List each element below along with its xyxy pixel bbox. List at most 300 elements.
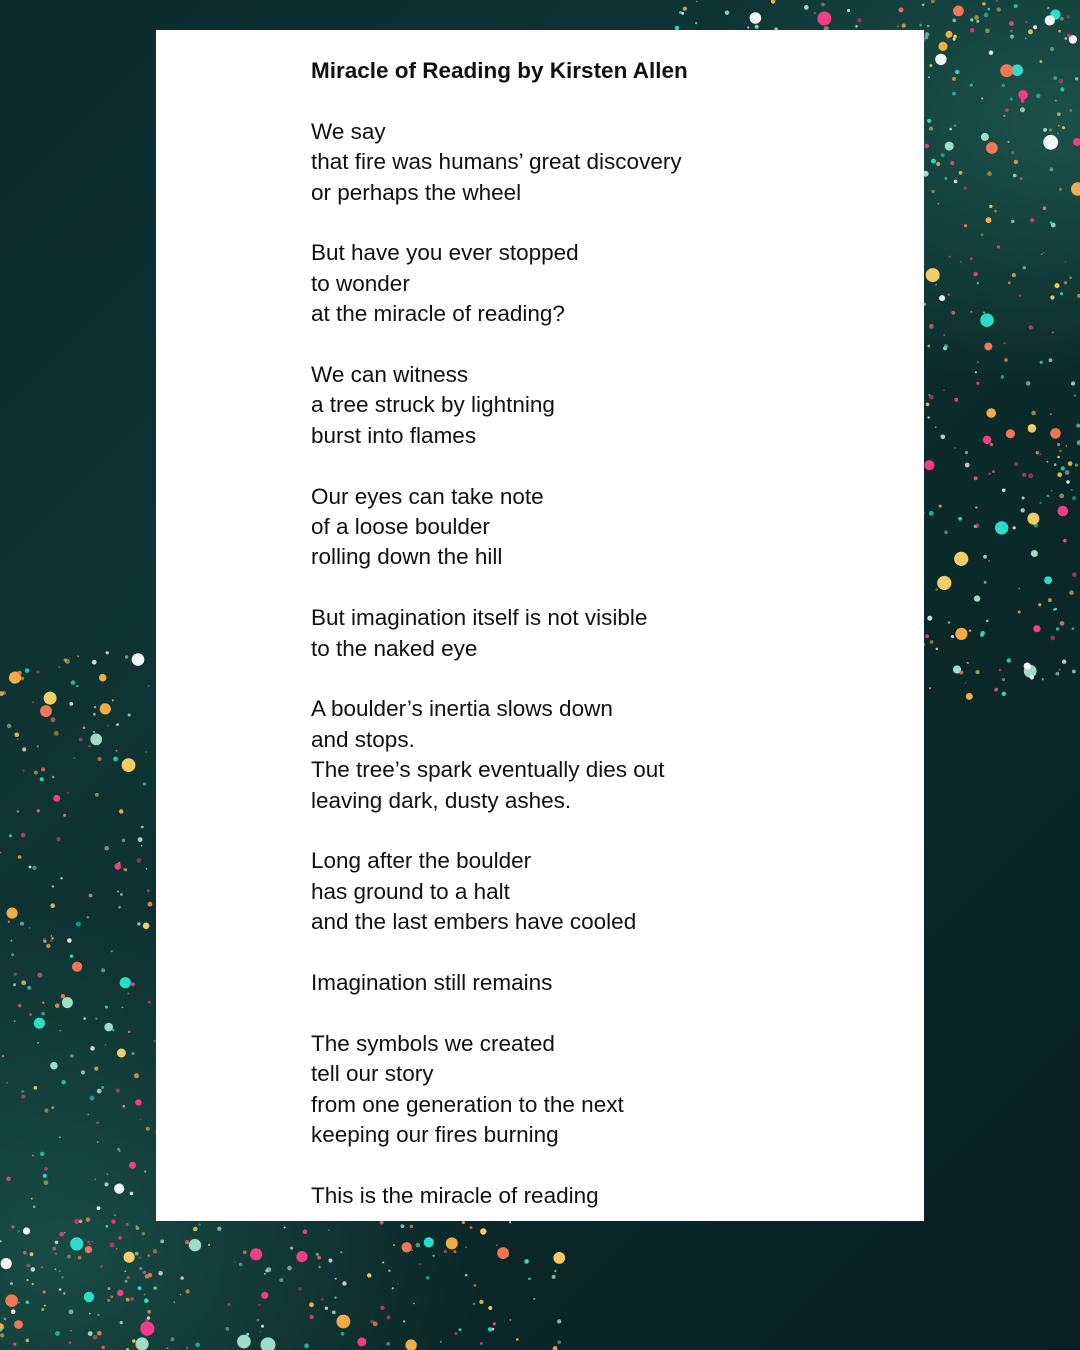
confetti-dot (79, 1220, 83, 1224)
confetti-dot (1028, 424, 1037, 433)
confetti-dot (1029, 325, 1033, 329)
confetti-dot (969, 630, 971, 632)
confetti-dot (0, 1333, 4, 1337)
poem-line: to the naked eye (311, 635, 478, 661)
confetti-dot (14, 733, 19, 738)
confetti-dot (44, 692, 57, 705)
confetti-dot (107, 725, 109, 727)
confetti-dot (59, 1232, 64, 1237)
confetti-dot (929, 687, 931, 689)
confetti-dot (34, 1086, 38, 1090)
confetti-dot (59, 1288, 62, 1291)
confetti-dot (316, 1253, 319, 1256)
confetti-dot (189, 1239, 201, 1251)
confetti-dot (137, 922, 140, 925)
confetti-dot (1002, 84, 1006, 88)
confetti-dot (139, 1267, 142, 1270)
poem-line: and the last embers have cooled (311, 909, 637, 935)
confetti-dot (186, 1347, 187, 1348)
confetti-dot (111, 1220, 115, 1224)
confetti-dot (897, 25, 899, 27)
confetti-dot (1059, 79, 1064, 84)
confetti-dot (1036, 451, 1039, 454)
confetti-dot (43, 1291, 46, 1294)
confetti-dot (929, 127, 933, 131)
confetti-dot (139, 1346, 141, 1348)
confetti-dot (81, 1070, 85, 1074)
confetti-dot (43, 940, 46, 943)
confetti-dot (18, 1004, 21, 1007)
confetti-dot (479, 1300, 483, 1304)
confetti-dot (33, 1205, 36, 1208)
confetti-dot (1041, 253, 1043, 255)
confetti-dot (70, 1237, 83, 1250)
confetti-dot (50, 1062, 58, 1070)
confetti-dot (1049, 129, 1052, 132)
confetti-dot (1058, 30, 1061, 33)
confetti-dot (32, 1283, 34, 1285)
confetti-dot (134, 1073, 139, 1078)
confetti-dot (217, 1227, 221, 1231)
confetti-dot (106, 651, 109, 654)
confetti-dot (928, 76, 930, 78)
confetti-dot (120, 893, 123, 896)
confetti-dot (50, 939, 53, 942)
confetti-dot (970, 18, 973, 21)
confetti-dot (69, 1310, 74, 1315)
confetti-dot (17, 738, 19, 740)
confetti-dot (83, 1017, 86, 1020)
confetti-dot (44, 1108, 48, 1112)
confetti-dot (986, 142, 998, 154)
confetti-dot (55, 1331, 60, 1336)
confetti-dot (965, 451, 968, 454)
confetti-dot (93, 1335, 98, 1340)
confetti-dot (140, 1322, 154, 1336)
confetti-dot (1039, 453, 1041, 455)
confetti-dot (136, 1344, 139, 1347)
confetti-dot (533, 1298, 535, 1300)
confetti-dot (1051, 490, 1053, 492)
confetti-dot (999, 669, 1002, 672)
confetti-dot (444, 1250, 447, 1253)
confetti-dot (86, 1217, 91, 1222)
poem-title: Miracle of Reading by Kirsten Allen (311, 58, 688, 83)
confetti-dot (1039, 502, 1041, 504)
confetti-dot (1036, 94, 1041, 99)
confetti-dot (954, 447, 956, 449)
confetti-dot (325, 1307, 328, 1310)
confetti-dot (37, 745, 39, 747)
confetti-dot (114, 863, 121, 870)
poem-line: or perhaps the wheel (311, 179, 522, 205)
confetti-dot (21, 833, 26, 838)
stanza-6 (311, 694, 891, 816)
poem-line: This is the miracle of reading (311, 1182, 599, 1208)
confetti-dot (87, 1114, 89, 1116)
confetti-dot (988, 473, 991, 476)
confetti-dot (814, 12, 817, 15)
confetti-dot (1066, 445, 1067, 446)
confetti-dot (975, 371, 977, 373)
confetti-dot (67, 792, 69, 794)
confetti-dot (902, 24, 906, 28)
confetti-dot (100, 703, 111, 714)
confetti-dot (290, 1247, 293, 1250)
confetti-dot (94, 706, 96, 708)
confetti-dot (357, 1337, 366, 1346)
confetti-dot (1011, 220, 1014, 223)
confetti-dot (18, 855, 22, 859)
confetti-dot (67, 938, 72, 943)
confetti-dot (46, 944, 50, 948)
confetti-dot (1071, 381, 1075, 385)
confetti-dot (284, 1227, 286, 1229)
confetti-dot (975, 523, 980, 528)
confetti-dot (136, 1226, 140, 1230)
confetti-dot (67, 1255, 71, 1259)
confetti-dot (309, 1302, 314, 1307)
confetti-dot (1049, 17, 1051, 19)
confetti-dot (148, 902, 153, 907)
confetti-dot (6, 1177, 11, 1182)
poem-line: that fire was humans’ great discovery (311, 149, 682, 175)
confetti-dot (1053, 76, 1057, 80)
confetti-dot (1000, 64, 1013, 77)
confetti-dot (102, 1346, 105, 1349)
confetti-dot (58, 666, 60, 668)
confetti-dot (403, 1320, 405, 1322)
confetti-dot (488, 1306, 492, 1310)
confetti-dot (129, 1162, 136, 1169)
confetti-dot (148, 685, 150, 687)
confetti-dot (147, 889, 150, 892)
poem-line: We can witness (311, 362, 469, 388)
confetti-dot (973, 272, 978, 277)
confetti-dot (139, 1256, 142, 1259)
confetti-dot (679, 11, 682, 14)
confetti-dot (510, 1319, 512, 1321)
confetti-dot (1071, 489, 1073, 491)
confetti-dot (50, 903, 55, 908)
confetti-dot (41, 1308, 44, 1311)
confetti-dot (1057, 456, 1060, 459)
confetti-dot (440, 1341, 442, 1343)
confetti-dot (147, 1310, 151, 1314)
confetti-dot (100, 1265, 103, 1268)
confetti-dot (1060, 621, 1065, 626)
poem-line: from one generation to the next (311, 1091, 624, 1117)
confetti-dot (1071, 182, 1080, 195)
confetti-dot (937, 203, 939, 205)
confetti-dot (1011, 151, 1014, 154)
confetti-dot (1050, 636, 1055, 641)
confetti-dot (380, 1306, 384, 1310)
poem-line: at the miracle of reading? (311, 301, 565, 327)
confetti-dot (304, 1344, 309, 1349)
confetti-dot (1047, 7, 1049, 9)
confetti-dot (554, 1270, 556, 1272)
confetti-dot (858, 18, 862, 22)
confetti-dot (755, 25, 759, 29)
confetti-dot (138, 837, 143, 842)
confetti-dot (988, 560, 990, 562)
confetti-dot (265, 1269, 268, 1272)
confetti-dot (111, 950, 113, 952)
confetti-dot (90, 1096, 95, 1101)
confetti-dot (186, 1289, 190, 1293)
confetti-dot (31, 1267, 36, 1272)
confetti-dot (264, 1273, 266, 1275)
confetti-dot (974, 15, 979, 20)
confetti-dot (142, 1232, 145, 1235)
confetti-dot (127, 1276, 130, 1279)
confetti-dot (986, 620, 989, 623)
confetti-dot (944, 344, 948, 348)
confetti-dot (23, 1251, 27, 1255)
confetti-dot (89, 1313, 91, 1315)
confetti-dot (944, 177, 947, 180)
confetti-dot (465, 1246, 467, 1248)
confetti-dot (925, 36, 929, 40)
confetti-dot (51, 937, 53, 939)
confetti-dot (287, 1266, 292, 1271)
confetti-dot (123, 868, 125, 870)
confetti-dot (296, 1251, 307, 1262)
confetti-dot (97, 1089, 102, 1094)
confetti-dot (1060, 17, 1064, 21)
confetti-dot (553, 1252, 565, 1264)
confetti-dot (473, 1303, 475, 1305)
confetti-dot (21, 1095, 25, 1099)
confetti-dot (130, 1192, 134, 1196)
confetti-dot (1055, 283, 1060, 288)
confetti-dot (952, 19, 956, 23)
confetti-dot (433, 1255, 435, 1257)
confetti-dot (110, 1242, 115, 1247)
confetti-dot (1059, 494, 1064, 499)
confetti-dot (981, 234, 984, 237)
confetti-dot (120, 1321, 123, 1324)
confetti-dot (1040, 60, 1043, 63)
confetti-dot (388, 1269, 391, 1272)
confetti-dot (1004, 358, 1008, 362)
confetti-dot (1028, 29, 1033, 34)
confetti-dot (1007, 141, 1009, 143)
confetti-dot (944, 530, 948, 534)
confetti-dot (952, 92, 956, 96)
confetti-dot (419, 1263, 421, 1265)
confetti-dot (108, 1287, 111, 1290)
confetti-dot (392, 1287, 394, 1289)
confetti-dot (990, 443, 993, 446)
confetti-dot (1033, 25, 1037, 29)
confetti-dot (23, 770, 25, 772)
confetti-dot (981, 133, 989, 141)
confetti-dot (949, 128, 952, 131)
confetti-dot (337, 1315, 351, 1329)
confetti-dot (198, 1223, 200, 1225)
confetti-dot (145, 751, 147, 753)
confetti-dot (143, 1329, 147, 1333)
confetti-dot (40, 1152, 44, 1156)
confetti-dot (995, 521, 1008, 534)
confetti-dot (70, 1054, 74, 1058)
confetti-dot (405, 1339, 416, 1350)
confetti-dot (117, 1290, 124, 1297)
confetti-dot (980, 313, 994, 327)
confetti-dot (25, 668, 30, 673)
confetti-dot (173, 1301, 175, 1303)
confetti-dot (13, 1343, 16, 1346)
confetti-dot (84, 1292, 94, 1302)
confetti-dot (1009, 21, 1014, 26)
confetti-dot (1054, 463, 1057, 466)
confetti-dot (250, 1248, 262, 1260)
confetti-dot (480, 1342, 483, 1345)
confetti-dot (1030, 218, 1034, 222)
confetti-dot (7, 908, 18, 919)
confetti-dot (1069, 590, 1074, 595)
confetti-dot (64, 658, 67, 661)
confetti-dot (1075, 464, 1078, 467)
confetti-dot (63, 1292, 65, 1294)
confetti-dot (131, 982, 135, 986)
confetti-dot (334, 1296, 336, 1298)
confetti-dot (965, 463, 970, 468)
confetti-dot (964, 224, 967, 227)
confetti-dot (53, 795, 60, 802)
confetti-dot (92, 660, 97, 665)
confetti-dot (10, 1282, 13, 1285)
confetti-dot (1020, 107, 1025, 112)
confetti-dot (1058, 125, 1060, 127)
poem-line: Our eyes can take note (311, 483, 544, 509)
confetti-dot (929, 324, 934, 329)
confetti-dot (935, 54, 946, 65)
confetti-dot (95, 1179, 97, 1181)
confetti-dot (170, 1337, 174, 1341)
confetti-dot (725, 11, 729, 15)
confetti-dot (929, 511, 934, 516)
confetti-dot (1059, 188, 1062, 191)
confetti-dot (32, 702, 34, 704)
confetti-dot (941, 153, 945, 157)
confetti-dot (135, 1337, 148, 1350)
confetti-dot (30, 1252, 34, 1256)
confetti-dot (243, 1250, 247, 1254)
poem-line: burst into flames (311, 422, 477, 448)
confetti-dot (948, 294, 950, 296)
confetti-dot (984, 13, 989, 18)
confetti-dot (4, 1318, 7, 1321)
confetti-dot (954, 180, 958, 184)
confetti-dot (974, 595, 980, 601)
confetti-dot (932, 190, 935, 193)
confetti-dot (989, 205, 992, 208)
confetti-dot (167, 1347, 169, 1349)
confetti-dot (1067, 34, 1071, 38)
confetti-dot (180, 1276, 183, 1279)
confetti-dot (51, 717, 56, 722)
confetti-dot (20, 922, 24, 926)
confetti-dot (397, 1283, 398, 1284)
confetti-dot (977, 361, 979, 363)
confetti-dot (945, 142, 954, 151)
confetti-dot (929, 64, 932, 67)
confetti-dot (96, 1122, 98, 1124)
confetti-dot (970, 28, 974, 32)
confetti-dot (983, 436, 992, 445)
confetti-dot (1072, 572, 1077, 577)
confetti-dot (118, 1236, 122, 1240)
confetti-dot (131, 1052, 134, 1055)
confetti-dot (70, 954, 73, 957)
poem-line: We say (311, 118, 386, 144)
confetti-dot (367, 1273, 371, 1277)
confetti-dot (90, 1046, 95, 1051)
confetti-dot (208, 1244, 210, 1246)
confetti-dot (927, 25, 930, 28)
confetti-dot (55, 1003, 60, 1008)
confetti-dot (93, 731, 95, 733)
stanza-4 (311, 482, 891, 573)
confetti-dot (60, 877, 62, 879)
confetti-dot (83, 726, 86, 729)
confetti-dot (132, 653, 145, 666)
confetti-dot (13, 983, 16, 986)
confetti-dot (966, 693, 973, 700)
confetti-dot (954, 552, 968, 566)
confetti-dot (79, 738, 83, 742)
confetti-dot (115, 750, 117, 752)
confetti-dot (1063, 539, 1067, 543)
confetti-dot (29, 927, 30, 928)
confetti-dot (1003, 342, 1005, 344)
confetti-dot (1006, 429, 1015, 438)
confetti-dot (141, 826, 144, 829)
confetti-dot (78, 1256, 82, 1260)
confetti-dot (143, 782, 146, 785)
confetti-dot (88, 745, 90, 747)
confetti-dot (970, 84, 973, 87)
confetti-dot (988, 8, 991, 11)
confetti-dot (14, 1320, 23, 1329)
confetti-dot (928, 403, 930, 405)
confetti-dot (847, 9, 850, 12)
confetti-dot (257, 1319, 260, 1322)
confetti-dot (321, 1298, 324, 1301)
confetti-dot (17, 810, 19, 812)
confetti-dot (382, 1262, 384, 1264)
confetti-dot (76, 685, 78, 687)
confetti-dot (132, 1339, 135, 1342)
confetti-dot (101, 1086, 104, 1089)
confetti-dot (43, 1174, 47, 1178)
confetti-dot (465, 1274, 468, 1277)
confetti-dot (1005, 108, 1009, 112)
confetti-dot (122, 839, 126, 843)
poem-line: to wonder (311, 270, 410, 296)
confetti-dot (1018, 90, 1028, 100)
confetti-dot (1058, 506, 1069, 517)
confetti-dot (261, 1337, 276, 1350)
confetti-dot (552, 1275, 556, 1279)
confetti-dot (36, 670, 39, 673)
confetti-dot (1020, 177, 1023, 180)
confetti-dot (128, 1031, 131, 1034)
confetti-dot (20, 677, 24, 681)
